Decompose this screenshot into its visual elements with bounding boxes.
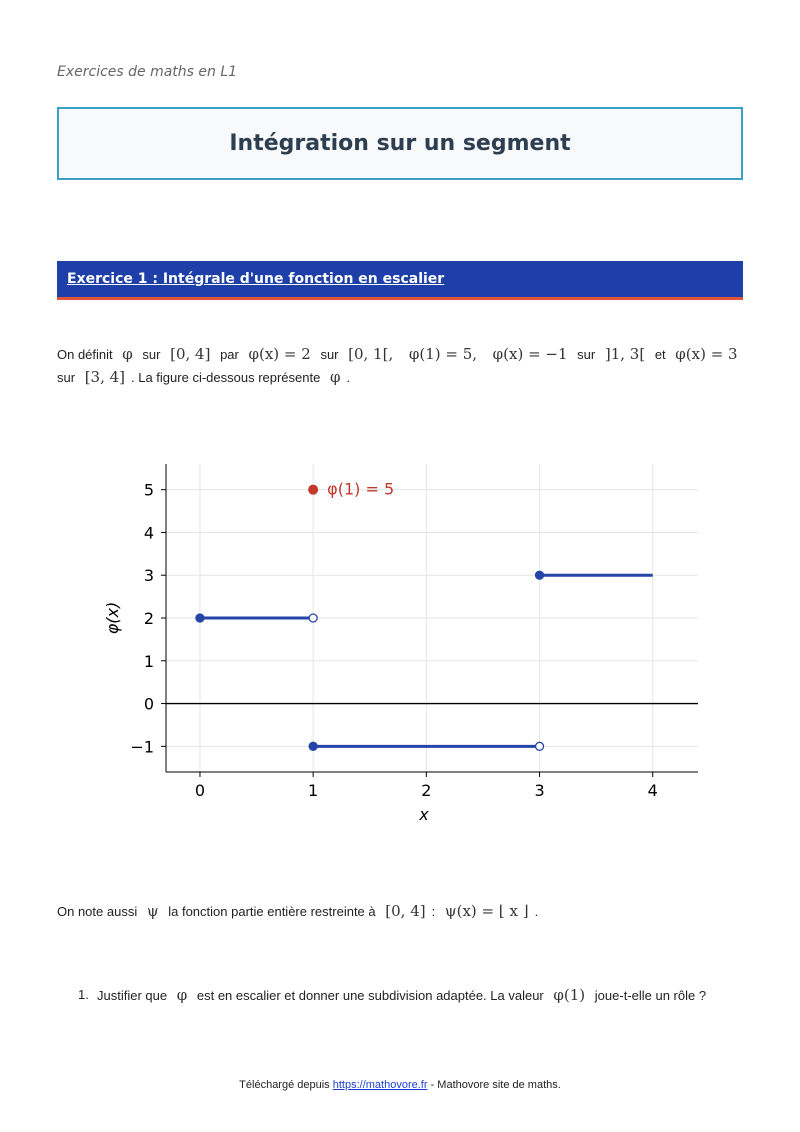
definition-paragraph: [57, 343, 747, 389]
open-endpoint: [309, 614, 317, 622]
question-text: [97, 984, 738, 1007]
text: On note aussi: [57, 904, 138, 919]
text: On définit: [57, 347, 113, 362]
text: . La figure ci-dessous représente: [131, 370, 321, 385]
x-tick-label: 0: [194, 781, 206, 800]
closed-endpoint: [536, 571, 544, 579]
closed-endpoint: [196, 614, 204, 622]
math-expr: φ(1): [553, 986, 586, 1004]
open-endpoint: [536, 742, 544, 750]
math-interval: ]1, 3[: [604, 345, 646, 363]
math-interval: [0, 4]: [385, 902, 426, 920]
question-item: [78, 984, 738, 1007]
footer: [0, 1079, 800, 1091]
text: sur: [142, 347, 161, 362]
y-tick-label: 3: [143, 566, 154, 586]
x-tick-label: 1: [308, 781, 319, 800]
text: :: [431, 904, 436, 919]
text: sur: [577, 347, 596, 362]
y-tick-label: 1: [143, 651, 154, 671]
title-box: [57, 107, 743, 180]
x-tick-label: 3: [534, 781, 545, 800]
footer-prefix: Téléchargé depuis: [239, 1079, 330, 1091]
question-number: 1.: [78, 987, 89, 1002]
y-tick-label: 4: [143, 523, 154, 543]
text: .: [534, 904, 539, 919]
exercise-header: [57, 261, 743, 300]
special-point-label: φ(1) = 5: [327, 479, 395, 499]
text: et: [654, 347, 666, 362]
footer-suffix: - Mathovore site de maths.: [430, 1079, 561, 1091]
math-expr: φ(1) = 5,: [408, 345, 478, 363]
math-phi: φ: [176, 986, 188, 1004]
text: .: [346, 370, 351, 385]
note-paragraph: [57, 900, 538, 923]
subject-label: Exercices de maths en L1: [57, 64, 238, 80]
text: par: [220, 347, 239, 362]
y-tick-label: 0: [143, 694, 154, 714]
math-expr: φ(x) = −1: [492, 345, 568, 363]
math-interval: [0, 1[,: [348, 345, 394, 363]
text: joue-t-elle un rôle ?: [594, 988, 707, 1003]
closed-endpoint: [309, 742, 317, 750]
text: sur: [57, 370, 76, 385]
math-expr: φ(x) = 3: [675, 345, 738, 363]
page-title: Intégration sur un segment: [229, 131, 571, 156]
special-point: [308, 485, 318, 495]
y-tick-label: 5: [143, 480, 154, 500]
math-interval: [3, 4]: [84, 368, 126, 386]
y-tick-label: 2: [143, 609, 154, 628]
math-phi: φ: [122, 345, 133, 363]
exercise-heading: Exercice 1 : Intégrale d'une fonction en escalier: [67, 271, 445, 287]
x-axis-label: x: [419, 805, 429, 824]
y-axis-label: φ(x): [103, 601, 122, 635]
x-tick-label: 2: [421, 781, 432, 800]
math-expr: ψ(x) = ⌊ x ⌋: [444, 902, 529, 920]
footer-link[interactable]: https://mathovore.fr: [332, 1079, 428, 1091]
text: la fonction partie entière restreinte à: [168, 904, 376, 919]
math-expr: φ(x) = 2: [248, 345, 311, 363]
text: est en escalier et donner une subdivision adaptée. La valeur: [196, 988, 544, 1003]
step-function-chart: [90, 450, 720, 830]
text: Justifier que: [97, 988, 168, 1003]
x-tick-label: 4: [647, 781, 658, 800]
math-psi: ψ: [146, 902, 159, 920]
math-phi: φ: [329, 368, 341, 386]
y-tick-label: −1: [130, 737, 154, 757]
text: sur: [320, 347, 339, 362]
math-interval: [0, 4]: [170, 345, 211, 363]
